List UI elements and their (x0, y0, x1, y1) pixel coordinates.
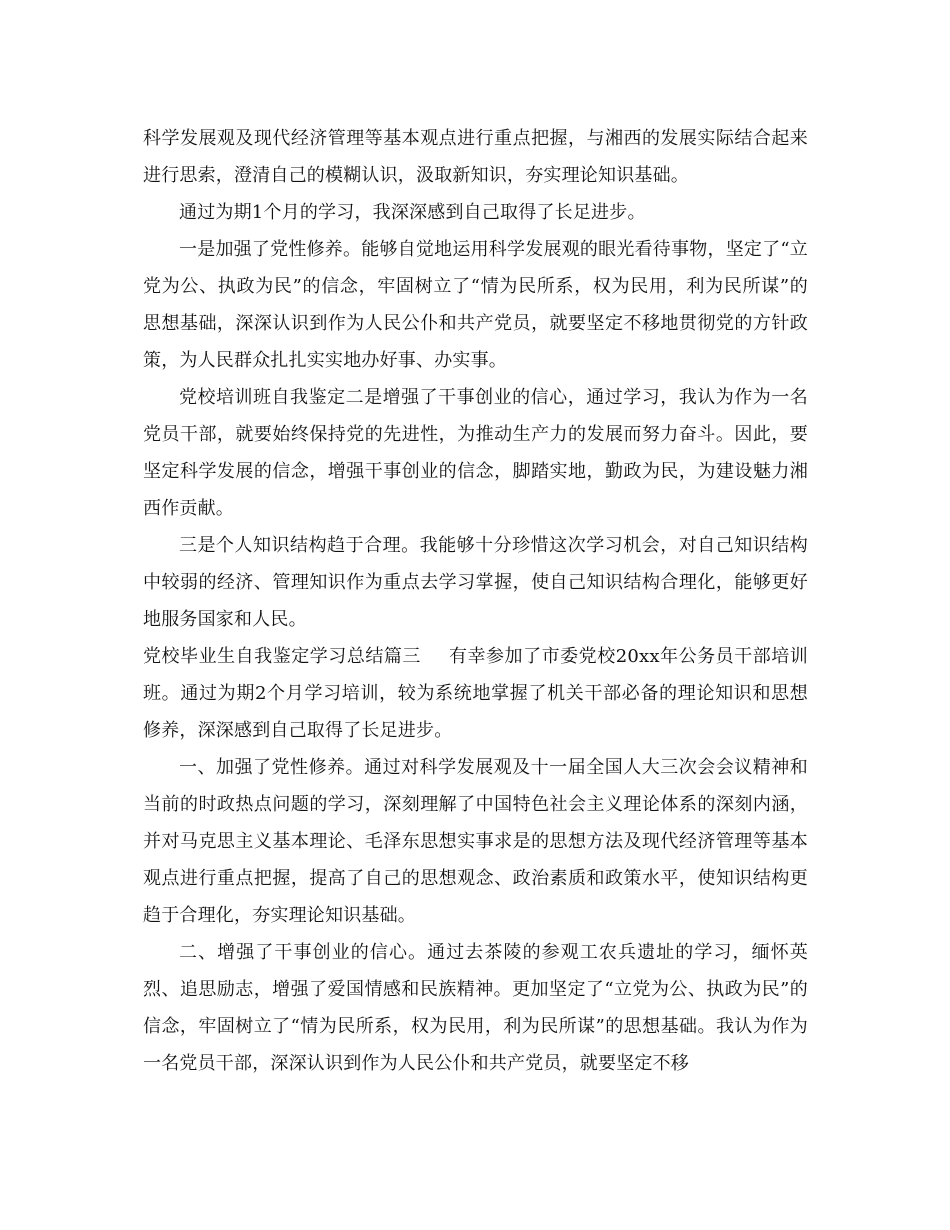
paragraph-party-spirit-two: 一、加强了党性修养。通过对科学发展观及十一届全国人大三次会会议精神和当前的时政热点问题的学习，深刻理解了中国特色社会主义理论体系的深刻内涵，并对马克思主义基本理论、毛泽东思想实事求是的思想方法及现代经济管理等基本观点进行重点把握，提高了自己的思想观念、政治素质和政策水平，使知识结构更趋于合理化，夯实理论知识基础。 (143, 757, 808, 926)
paragraph-career-confidence: 党校培训班自我鉴定二是增强了干事创业的信心，通过学习，我认为作为一名党员干部，就要始终保持党的先进性，为推动生产力的发展而努力奋斗。因此，要坚定科学发展的信念，增强干事创业的信念，脚踏实地，勤政为民，为建设魅力湘西作贡献。 (143, 387, 808, 519)
document-body (143, 120, 808, 1082)
paragraph-section-three (143, 638, 808, 749)
paragraph-party-spirit: 一是加强了党性修养。能够自觉地运用科学发展观的眼光看待事物，坚定了“立党为公、执政为民”的信念，牢固树立了“情为民所系，权为民用，利为民所谋”的思想基础，深深认识到作为人民公仆和共产党员，就要坚定不移地贯彻党的方针政策，为人民群众扎扎实实地办好事、办实事。 (143, 239, 808, 371)
paragraph-progress-summary: 通过为期1个月的学习，我深深感到自己取得了长足进步。 (179, 202, 646, 223)
section-three-intro: 有幸参加了市委党校20xx年公务员干部培训班。通过为期2个月学习培训，较为系统地掌握了机关干部必备的理论知识和思想修养，深深感到自己取得了长足进步。 (143, 646, 809, 741)
paragraph-knowledge-structure: 三是个人知识结构趋于合理。我能够十分珍惜这次学习机会，对自己知识结构中较弱的经济、管理知识作为重点去学习掌握，使自己知识结构合理化，能够更好地服务国家和人民。 (143, 535, 808, 630)
section-title: 党校毕业生自我鉴定学习总结篇三 (143, 646, 421, 667)
paragraph-career-confidence-two: 二、增强了干事创业的信心。通过去茶陵的参观工农兵遗址的学习，缅怀英烈、追思励志，增强了爱国情感和民族精神。更加坚定了“立党为公、执政为民”的信念，牢固树立了“情为民所系，权为民用，利为民所谋”的思想基础。我认为作为一名党员干部，深深认识到作为人民公仆和共产党员，就要坚定不移 (143, 942, 808, 1074)
paragraph-continuation: 科学发展观及现代经济管理等基本观点进行重点把握，与湘西的发展实际结合起来进行思索，澄清自己的模糊认识，汲取新知识，夯实理论知识基础。 (143, 128, 808, 186)
